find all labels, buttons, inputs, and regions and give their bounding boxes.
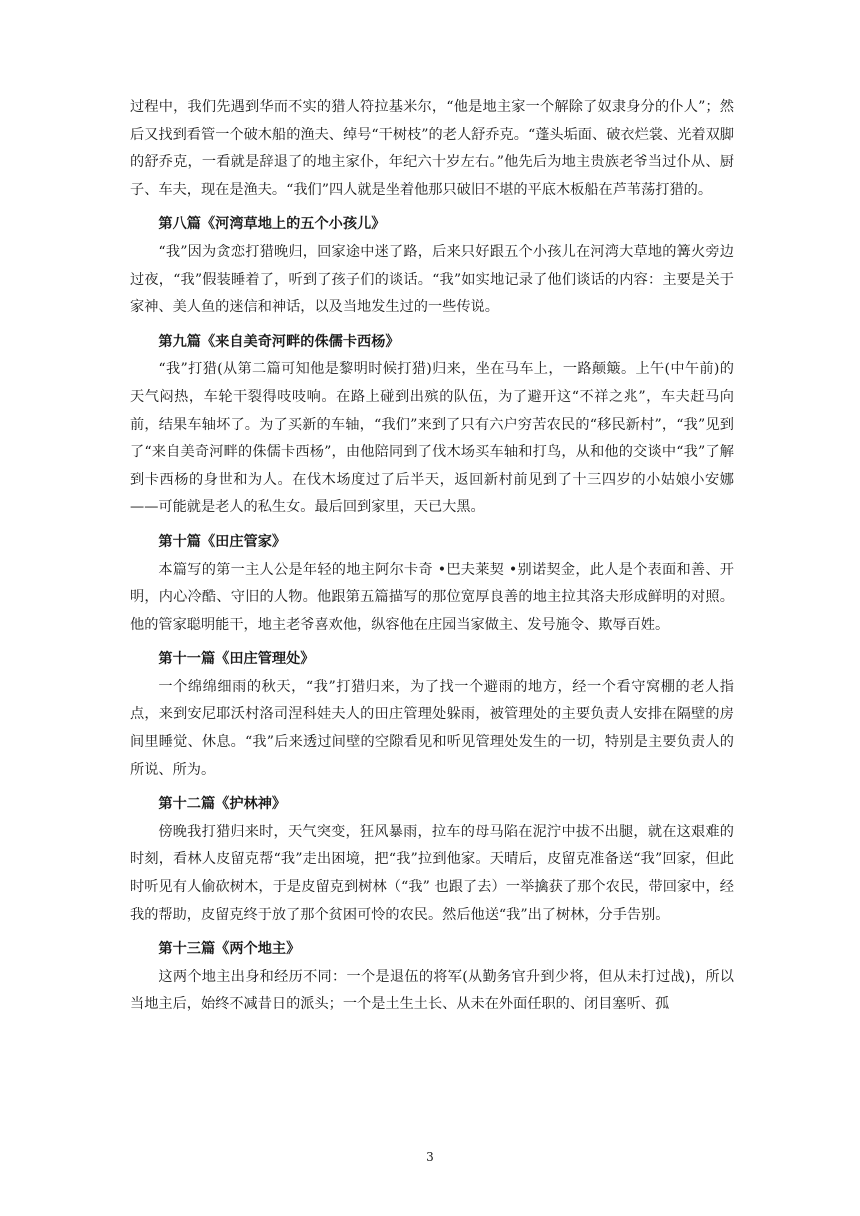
page-content [130,94,734,1019]
chapter-13-paragraph: 这两个地主出身和经历不同：一个是退伍的将军(从勤务官升到少将，但从未打过战)，所以当地主后，始终不减昔日的派头；一个是土生土长、从未在外面任职的、闭目塞听、孤 [130,968,734,1013]
chapter-8-heading: 第八篇《河湾草地上的五个小孩儿》 [158,216,386,233]
chapter-12-paragraph: 傍晚我打猎归来时，天气突变，狂风暴雨，拉车的母马陷在泥泞中拔不出腿，就在这艰难的时刻，看林人皮留克帮“我”走出困境，把“我”拉到他家。天晴后，皮留克准备送“我”回家，但此时听见有人偷砍树木，于是皮留克到树林（“我” 也跟了去）一举擒获了那个农民，带回家中，经我的帮助，皮留克终于放了那个贫困可怜的农民。然后他送“我”出了树林，分手告别。 [130,823,734,923]
chapter-9-paragraph: “我”打猎(从第二篇可知他是黎明时候打猎)归来，坐在马车上，一路颠簸。上午(中午前)的天气闷热，车轮干裂得吱吱响。在路上碰到出殡的队伍，为了避开这“不祥之兆”，车夫赶马向前，结果车轴坏了。为了买新的车轴，“我们”来到了只有六户穷苦农民的“移民新村”，“我”见到了“来自美奇河畔的侏儒卡西杨”，由他陪同到了伐木场买车轴和打鸟，从和他的交谈中“我”了解到卡西杨的身世和为人。在伐木场度过了后半天，返回新村前见到了十三四岁的小姑娘小安娜——可能就是老人的私生女。最后回到家里，天已大黑。 [130,361,734,516]
chapter-10-heading: 第十篇《田庄管家》 [158,533,287,550]
chapter-11-paragraph: 一个绵绵细雨的秋天，“我”打猎归来，为了找一个避雨的地方，经一个看守窝棚的老人指点，来到安尼耶沃村洛司涅科娃夫人的田庄管理处躲雨，被管理处的主要负责人安排在隔壁的房间里睡觉、休息。“我”后来透过间壁的空隙看见和听见管理处发生的一切，特别是主要负责人的所说、所为。 [130,678,734,778]
chapter-9-heading: 第九篇《来自美奇河畔的侏儒卡西杨》 [158,333,400,350]
page-number: 3 [426,1150,434,1164]
chapter-13-heading: 第十三篇《两个地主》 [158,941,301,958]
chapter-12-heading: 第十二篇《护林神》 [158,796,287,813]
chapter-8-paragraph: “我”因为贪恋打猎晚归，回家途中迷了路，后来只好跟五个小孩儿在河湾大草地的篝火旁边过夜，“我”假装睡着了，听到了孩子们的谈话。“我”如实地记录了他们谈话的内容：主要是关于家神、美人鱼的迷信和神话，以及当地发生过的一些传说。 [130,243,734,316]
intro-paragraph: 过程中，我们先遇到华而不实的猎人符拉基米尔，“他是地主家一个解除了奴隶身分的仆人”；然后又找到看管一个破木船的渔夫、绰号“干树枝”的老人舒乔克。“蓬头垢面、破衣烂裳、光着双脚的舒乔克，一看就是辞退了的地主家仆，年纪六十岁左右。”他先后为地主贵族老爷当过仆从、厨子、车夫，现在是渔夫。“我们”四人就是坐着他那只破旧不堪的平底木板船在芦苇荡打猎的。 [130,99,734,198]
chapter-11-heading: 第十一篇《田庄管理处》 [158,651,315,668]
chapter-10-paragraph: 本篇写的第一主人公是年轻的地主阿尔卡奇 •巴夫莱契 •别诺契金，此人是个表面和善、开明，内心冷酷、守旧的人物。他跟第五篇描写的那位宽厚良善的地主拉其洛夫形成鲜明的对照。他的管家聪明能干，地主老爷喜欢他，纵容他在庄园当家做主、发号施令、欺辱百姓。 [130,561,734,633]
